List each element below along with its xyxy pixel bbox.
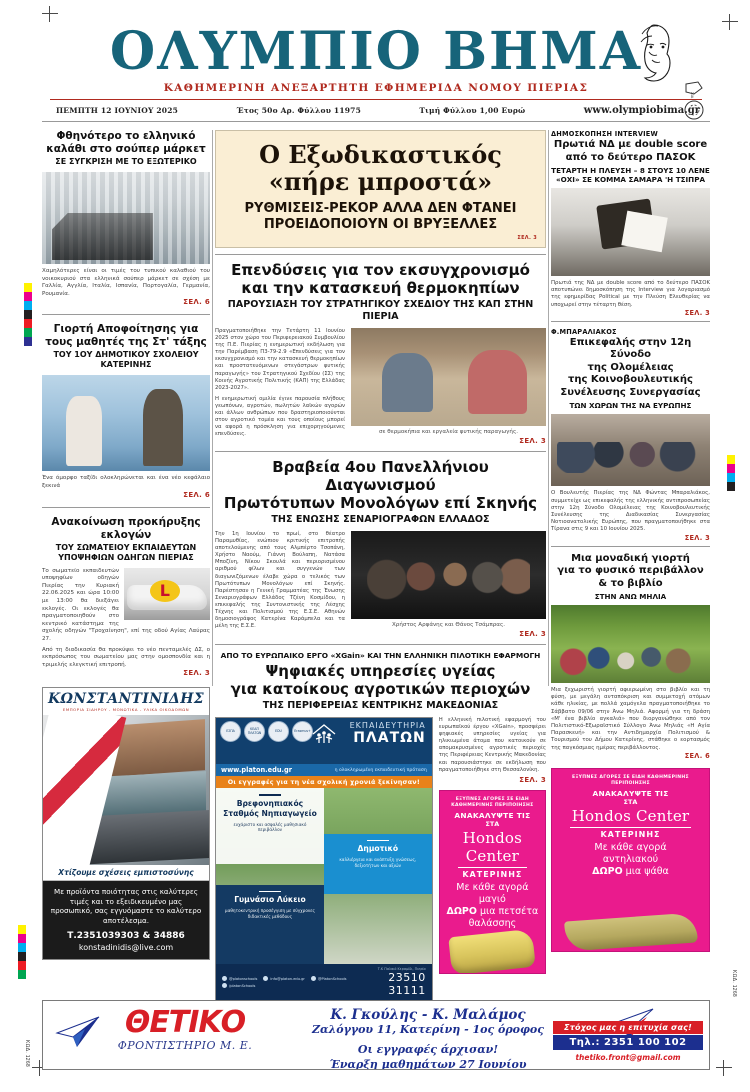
ad-brand-tagline: ΕΜΠΟΡΙΑ ΣΙΔΗΡΟΥ - ΜΟΝΩΤΙΚΑ - ΥΛΙΚΑ ΟΙΚΟΔΟΜΩΝ	[62, 707, 190, 713]
story-body-continued: Από τη διαδικασία θα προκύψει το νέο πενταμελές ΔΣ, ο εκπρόσωπος του σωματείου μας στην ομοσπονδία και η τριμελής ελεγκτική επιτροπή.	[42, 646, 210, 668]
story-divider	[42, 507, 210, 508]
ad-address: Ζαλόγγου 11, Κατερίνη - 1ος όροφος	[312, 1023, 544, 1036]
ad-email[interactable]: thetiko.front@gmail.com	[575, 1053, 681, 1062]
ad-line-3: ΣΤΑ	[485, 819, 500, 828]
story-headline-line4: Συνέλευσης Συνεργασίας	[560, 386, 701, 398]
ad-start-line: Έναρξη μαθημάτων 27 Ιουνίου	[329, 1058, 527, 1070]
social-instagram[interactable]: @platonschools	[222, 976, 257, 981]
story-headline-line3: της Κοινοβουλευτικής	[568, 374, 693, 386]
ad-title-main: ΠΛΑΤΩΝ	[353, 730, 426, 746]
zeus-head-icon	[632, 22, 676, 84]
ad-city: ΚΑΤΕΡΙΝΗΣ	[600, 829, 661, 839]
story-kicker: ΤΩΝ ΧΩΡΩΝ ΤΗΣ ΝΑ ΕΥΡΩΠΗΣ	[569, 401, 692, 411]
story-body: Ο Βουλευτής Πιερίας της ΝΔ Φώντας Μπαραλιάκος, συμμετείχε ως επικεφαλής της ελληνικής αντιπροσωπείας στην 12η Σύνοδο Ολομέλειας της Κοινοβουλευτικής Συνέλευσης της Διαδικασίας Συνεργασίας Νοτιοανατολικής Ευρώπης, που πραγματοποιήθηκε στα Τίρανα στις 9 και 10 Ιουνίου 2025.	[551, 490, 710, 533]
masthead-rule-bottom	[42, 121, 710, 122]
story-headline-line1: Πρωτιά ΝΔ με double score	[553, 139, 708, 150]
program-title: Γυμνάσιο Λύκειο	[234, 895, 306, 905]
story-headline-line1: Μια μοναδική γιορτή	[571, 552, 690, 564]
story-eyebrow: Φ.ΜΠΑΡΑΛΙΑΚΟΣ	[551, 327, 617, 336]
story-kicker: ΤΟΥ ΣΩΜΑΤΕΙΟΥ ΕΚΠΑΙΔΕΥΤΩΝ ΥΠΟΨΗΦΙΩΝ ΟΔΗΓΩΝ ΠΙΕΡΙΑΣ	[55, 542, 197, 562]
press-association-stamps	[682, 80, 708, 124]
cmyk-color-bar-left-top	[24, 283, 32, 346]
page-reference[interactable]: ΣΕΛ. 3	[519, 775, 546, 784]
story-eyebrow: ΔΗΜΟΣΚΟΠΗΣΗ INTERVIEW	[551, 130, 658, 138]
story-kicker: ΣΕ ΣΥΓΚΡΙΣΗ ΜΕ ΤΟ ΕΞΩΤΕΡΙΚΟ	[55, 157, 197, 166]
ad-enrollment-line: Οι εγγραφές άρχισαν!	[357, 1043, 499, 1056]
ad-offer	[556, 842, 705, 878]
ad-city: ΚΑΤΕΡΙΝΗΣ	[462, 869, 523, 879]
story-nature-book-festival[interactable]	[551, 553, 710, 760]
program-title: Δημοτικό	[357, 844, 399, 854]
masthead-info-bar	[42, 100, 710, 116]
ad-program-primary[interactable]	[324, 834, 432, 894]
offer-line-1: Με κάθε αγορά	[594, 841, 667, 853]
story-driving-school-elections[interactable]	[42, 516, 210, 678]
ad-offer	[444, 882, 541, 930]
ad-line-1: ΕΞΥΠΝΕΣ ΑΓΟΡΕΣ ΣΕ ΕΙΔΗ ΚΑΘΗΜΕΡΙΝΗΣ ΠΕΡΙΠΟΙΗΣΗΣ	[572, 774, 689, 786]
center-divider-1	[215, 254, 546, 255]
story-body-2: Η ενημερωτική ομιλία έγινε παρουσία πλήθους γεωπόνων, αγροτών, πωλητών λαϊκών αγορών και άλλων ανθρώπων που δραστηριοποιούνται στον αγροτικό τομέα και τους οποίους μπορεί να αφορά η πρόσκληση για επιχορηγούμενες επενδύσεις.	[215, 395, 345, 438]
page-reference[interactable]: ΣΕΛ. 6	[183, 490, 210, 499]
graduation-ceremony-photo	[42, 375, 210, 471]
forest-book-festival-photo	[551, 605, 710, 683]
ad-brand-name: ΚΩΝΣΤΑΝΤΙΝΙΔΗΣ	[48, 691, 204, 708]
story-headline-line1: Ψηφιακές υπηρεσίες υγείας	[265, 662, 496, 680]
center-divider-2	[215, 451, 546, 452]
svg-text:ΣΙΑ: ΣΙΑ	[690, 92, 695, 99]
story-baraliakos-summit[interactable]	[551, 328, 710, 542]
ad-program-secondary[interactable]	[216, 885, 324, 964]
ad-email[interactable]: konstadinidis@live.com	[78, 942, 174, 952]
story-headline: Φθηνότερο το ελληνικό καλάθι στο σούπερ μάρκετ	[46, 130, 206, 155]
ad-phone[interactable]: Τηλ.: 2351 100 102	[553, 1035, 703, 1050]
content-columns	[42, 130, 710, 997]
page-reference[interactable]: ΣΕΛ. 3	[684, 308, 710, 317]
cmyk-color-bar-left-bottom	[18, 925, 26, 979]
ad-title-block	[350, 721, 426, 746]
story-headline-line2: από το δεύτερο ΠΑΣΟΚ	[565, 151, 696, 163]
page-reference[interactable]: ΣΕΛ. 3	[183, 669, 210, 678]
story-kicker-line2: «ΟΧΙ» ΣΕ ΚΟΜΜΑ ΣΑΜΑΡΑ 'Η ΤΣΙΠΡΑ	[555, 175, 706, 184]
ad-header	[216, 718, 432, 764]
page-reference[interactable]: ΣΕΛ. 3	[517, 235, 537, 241]
logo-espa-icon: ΕΣΠΑ	[220, 721, 241, 742]
offer-item: μια ψάθα	[625, 865, 669, 877]
logo-erasmus-icon: Erasmus+	[292, 721, 313, 742]
lead-subhead-line1: ΡΥΘΜΙΣΕΙΣ-ΡΕΚΟΡ ΑΛΛΑ ΔΕΝ ΦΤΑΝΕΙ	[244, 201, 517, 216]
lead-subhead-line2: ΠΡΟΕΙΔΟΠΟΙΟΥΝ ΟΙ ΒΡΥΞΕΛΛΕΣ	[263, 217, 498, 232]
column-divider-left	[212, 130, 213, 686]
cap-presentation-panel-photo	[351, 328, 546, 426]
story-headline-line1: Βραβεία 4ου Πανελλήνιου Διαγωνισμού	[272, 458, 489, 494]
social-youtube[interactable]: /platonSchools	[222, 983, 255, 988]
story-eyebrow: ΑΠΟ ΤΟ ΕΥΡΩΠΑΙΚΟ ΕΡΓΟ «XGain» ΚΑΙ ΤΗΝ ΕΛΛΗΝΙΚΗ ΠΙΛΟΤΙΚΗ ΕΦΑΡΜΟΓΗ	[220, 651, 541, 660]
page-reference[interactable]: ΣΕΛ. 3	[519, 437, 546, 445]
story-headline-line1: Επενδύσεις για τον εκσυγχρονισμό	[231, 261, 530, 279]
offer-gift-label: ΔΩΡΟ	[446, 905, 477, 917]
logo-edu-icon: EDU	[268, 721, 289, 742]
center-column	[215, 130, 546, 1001]
program-subtitle: ευχάριστο και ασφαλές μαθησιακό περιβάλλον	[233, 821, 307, 833]
ad-contact-block	[553, 1021, 703, 1062]
center-divider-3	[215, 644, 546, 645]
page-reference[interactable]: ΣΕΛ. 3	[519, 630, 546, 638]
left-column	[42, 130, 210, 960]
ad-contact	[347, 967, 425, 997]
story-supermarket-basket[interactable]	[42, 130, 210, 306]
page-reference[interactable]: ΣΕΛ. 6	[183, 298, 210, 307]
lead-headline-line2: «πήρε μπροστά»	[268, 167, 493, 196]
crop-mark-bottom-right	[716, 1060, 732, 1076]
ad-owners: Κ. Γκούλης - Κ. Μαλάμος	[330, 1007, 526, 1023]
program-subtitle: μαθητοκεντρική προσέγγιση με σύγχρονες διδακτικές μεθόδους	[224, 908, 315, 919]
brand-rule	[458, 867, 527, 868]
story-body: Χαμηλότερες είναι οι τιμές του τυπικού καλαθιού του νοικοκυριού στα ελληνικά σούπερ μάρκετ σε σχέση με Γαλλία, Αγγλία, Ιταλία, Ισπανία, Πορτογαλία, Γερμανία, Ρουμανία.	[42, 268, 210, 297]
story-body-1: Πραγματοποιήθηκε την Τετάρτη 11 Ιουνίου 2025 στον χώρο του Περιφερειακού Συμβουλίου της Π.Ε. Πιερίας η ενημερωτική εκδήλωση για την Παρέμβαση Π3-79-2.9 «Επενδύσεις για τον εκσυγχρονισμό και την κατασκευή θερμοκηπίων και προστατευόμενων στεγάστρων φυτικής παραγωγής» του Στρατηγικού Σχεδίου (ΣΣ) της Κοινής Αγροτικής Πολιτικής (ΚΑΠ) της Ελλάδας 2023-2027».	[215, 328, 345, 391]
ad-image-collage	[43, 715, 209, 865]
story-headline: Ανακοίνωση προκήρυξης εκλογών	[51, 515, 201, 541]
story-headline-line2: για κατοίκους αγροτικών περιοχών	[230, 680, 531, 698]
offer-line-2: αντηλιακού	[602, 853, 659, 865]
theatre-audience-photo	[351, 531, 546, 619]
ad-enrollment-banner: Οι εγγραφές για τη νέα σχολική χρονιά ξεκίνησαν!	[216, 776, 432, 788]
story-body: Πρωτιά της ΝΔ με double score από το δεύτερο ΠΑΣΟΚ αποτυπώνει δημοσκόπηση της Interview για λογαριασμό της εφημερίδας Political με την Πλεύση Ελευθερίας να υποχωρεί στην τέταρτη θέση.	[551, 280, 710, 308]
ad-phone[interactable]: 23510 31111	[388, 971, 426, 997]
story-body: Την 1η Ιουνίου το πρωί, στο θέατρο Παραμυθίας, ενώπιον κριτικής επιτροπής αποτελούμενης από τους Αλμπέρτο Τσοπάνη, Χρήστο Ναούμ, Γιάννη Βούλαπη, Νατάσα Μποζίνη, Νίκου Σκουλά και περιορισμένου αριθμού φίλων και συγγενών των διαγωνιζόμενων έλαβε χώρα ο τελικός των Πρωτότυπων Μονολόγων επί Σκηνής. Παρέστησαν η Γενική Γραμματέας της Ένωσης Σεναριογράφων Ελλάδος Τζένη Κοσμίδου, η επικεφαλής της Συντονιστικής της Λέσχης Τέχνης και Πολιτισμού της Ε.Σ.Ε. Αθηνών δημοσιογράφος Κατερίνα Καράμπελα και τα μέλη της Ε.Σ.Ε.	[215, 531, 345, 630]
story-monologue-awards[interactable]	[215, 458, 546, 638]
publication-date: ΠΕΜΠΤΗ 12 ΙΟΥΝΙΟΥ 2025	[56, 106, 179, 115]
story-body: Ένα όμορφο ταξίδι ολοκληρώνεται και ένα νέο κεφάλαιο ξεκινά	[42, 475, 210, 489]
ad-body-text: Με προϊόντα ποιότητας στις καλύτερες τιμές και το εξειδικευμένο μας προσωπικό, σας εγγυόμαστε το καλύτερο αποτέλεσμα.	[50, 887, 202, 925]
page-reference[interactable]: ΣΕΛ. 3	[684, 533, 710, 542]
story-kicker: ΠΑΡΟΥΣΙΑΣΗ ΤΟΥ ΣΤΡΑΤΗΓΙΚΟΥ ΣΧΕΔΙΟΥ ΤΗΣ ΚΑΠ ΣΤΗΝ ΠΙΕΡΙΑ	[227, 299, 534, 322]
social-email[interactable]: info@platon.edu.gr	[263, 976, 305, 981]
program-subtitle: καλλιέργεια και ανάπτυξη γνώσεως, δεξιοτήτων και αξιών	[339, 857, 417, 868]
story-kicker: ΣΤΗΝ ΑΝΩ ΜΗΛΙΑ	[594, 592, 667, 602]
driving-school-car-photo	[124, 568, 210, 620]
story-graduation[interactable]	[42, 323, 210, 498]
story-digital-health-services[interactable]	[215, 650, 546, 712]
ad-brand-name: Hondos Center	[571, 806, 690, 825]
ad-motto: Στόχος μας η επιτυχία σας!	[553, 1021, 703, 1034]
parliament-session-photo	[551, 414, 710, 486]
story-kicker: ΤΟΥ 1ΟΥ ΔΗΜΟΤΙΚΟΥ ΣΧΟΛΕΙΟΥ ΚΑΤΕΡΙΝΗΣ	[53, 350, 199, 370]
brand-rule	[570, 827, 691, 828]
right-column	[551, 130, 710, 952]
beach-towel-icon	[449, 928, 537, 973]
ad-konstantinidis[interactable]	[42, 687, 210, 960]
ad-thetiko-tutoring[interactable]	[42, 1000, 710, 1070]
ad-website[interactable]: www.platon.edu.gr	[221, 766, 293, 774]
story-poll-nd-pasok[interactable]	[551, 130, 710, 317]
story-headline-line2: για το φυσικό περιβάλλον	[557, 565, 704, 577]
ad-hondos-right[interactable]	[551, 768, 710, 952]
issue-number: Έτος 50ο Αρ. Φύλλου 11975	[236, 106, 362, 115]
offer-line-1: Με κάθε αγορά	[456, 881, 529, 893]
story-greenhouse-investments[interactable]	[215, 261, 546, 445]
photo-caption: σε θερμοκήπια και εργαλεία φυτικής παραγωγής.	[378, 429, 519, 435]
cmyk-color-bar-right	[727, 455, 735, 491]
program-title: Βρεφονηπιακός Σταθμός Νηπιαγωγείο	[223, 798, 317, 818]
ad-details-block	[293, 1007, 563, 1070]
ad-brand-name: Hondos Center	[462, 828, 523, 865]
ballot-box-voting-photo	[551, 188, 710, 276]
ad-line-3: ΣΤΑ	[623, 797, 638, 806]
offer-line-2: μαγιό	[478, 893, 506, 905]
story-divider	[42, 314, 210, 315]
offer-item: μια πετσέτα θαλάσσης	[468, 905, 539, 929]
ad-logo-block	[85, 1007, 285, 1052]
side-code-right: ΚΩΔ. 1268	[731, 970, 737, 998]
story-headline-line2: Πρωτότυπων Μονολόγων επί Σκηνής	[223, 494, 538, 512]
ad-footer	[216, 964, 432, 1000]
ad-phone[interactable]: Τ.2351039303 & 34886	[67, 930, 185, 941]
lead-headline-line1: Ο Εξωδικαστικός	[259, 140, 502, 169]
crop-mark-top-right	[722, 14, 738, 30]
story-kicker: ΤΗΣ ΠΕΡΙΦΕΡΕΙΑΣ ΚΕΝΤΡΙΚΗΣ ΜΑΚΕΔΟΝΙΑΣ	[262, 700, 499, 711]
story-headline: Γιορτή Αποφοίτησης για τους μαθητές της Στ' τάξης	[45, 323, 207, 349]
ad-brand-sub: ΦΡΟΝΤΙΣΤΗΡΙΟ Μ. Ε.	[117, 1039, 253, 1052]
story-body: Μια ξεχωριστή γιορτή αφιερωμένη στο βιβλίο και τη φύση, με μεγάλη ανταπόκριση και συμμετοχή ατόμων κάθε ηλικίας, με πολλά χαμόγελα πραγματοποιήθηκε το Σάββατο 09/06 στην Άνω Μηλιά. Αφορμή για τη δράση «Μ' ένα βιβλίο αγκαλιά» που διοργανώθηκε από τον Πολιτιστικό-Εξωραϊστικό Σύλλογο Άνω Μηλιάς «Η Αγία Παρασκευή» και την Αντιδημαρχία Πολιτισμού & Τουρισμού του Δήμου Κατερίνης, στάθηκε ο εορτασμός της παγκόσμιας ημέρας περιβάλλοντος.	[551, 687, 710, 751]
lead-story-box[interactable]	[215, 130, 546, 248]
beach-mat-icon	[564, 912, 698, 951]
ad-brand-name: ΘΕΤΙΚΟ	[124, 1005, 246, 1040]
school-figures-icon	[311, 722, 337, 748]
story-headline-line3: & το βιβλίο	[598, 577, 663, 589]
ad-line-2: ΑΝΑΚΑΛΥΨΤΕ ΤΙΣ	[592, 788, 669, 798]
ad-platon-schools[interactable]	[215, 717, 433, 1001]
ad-program-preschool[interactable]	[216, 788, 324, 864]
story-divider	[551, 321, 710, 322]
offer-gift-label: ΔΩΡΟ	[592, 865, 623, 877]
ad-slogan: Χτίζουμε σχέσεις εμπιστοσύνης	[43, 865, 209, 881]
social-facebook[interactable]: @PlatonSchools	[311, 976, 347, 981]
ad-title-top: ΕΚΠΑΙΔΕΥΤΗΡΙΑ	[349, 721, 426, 730]
ad-line-2: ΑΝΑΚΑΛΥΨΤΕ ΤΙΣ	[454, 810, 531, 820]
xgain-body-text: Η ελληνική πιλοτική εφαρμογή του ευρωπαϊκού έργου «XGain», προσφέρει ψηφιακές υπηρεσίες υγείας για ηλικιωμένα άτομα που κατοικούν σε απομακρυσμένες αγροτικές περιοχές της Περιφέρειας Κεντρικής Μακεδονίας και παρουσιάστηκε σε εκδήλωση που πραγματοποιήθηκε στη Θεσσαλονίκη.	[438, 717, 546, 773]
story-kicker-line1: ΤΕΤΑΡΤΗ Η ΠΛΕΥΣΗ – 8 ΣΤΟΥΣ 10 ΛΕΝΕ	[551, 166, 710, 175]
ad-hondos-center[interactable]	[439, 790, 546, 974]
ad-url-row	[216, 764, 432, 776]
logo-platon-icon: ΚΕΔΠ ΠΛΑΤΩΝ	[244, 721, 265, 742]
side-code-left: ΚΩΔ. 1268	[24, 1040, 30, 1068]
photo-caption: Χρήστος Αρφάνης και Θάνος Τσάμπρας.	[391, 622, 506, 628]
supermarket-shelves-photo	[42, 172, 210, 264]
newspaper-title: ΟΛΥΜΠΙΟ ΒΗΜΑ	[109, 21, 643, 82]
price: Τιμή Φύλλου 1,00 Ευρώ	[419, 106, 526, 115]
ad-program-grid	[216, 788, 432, 964]
ad-contact-block	[43, 881, 209, 959]
story-body: Το σωματείο εκπαιδευτών υποψηφίων οδηγών Πιερίας την Κυριακή 22.06.2025 και ώρα 10:00 με 13:00 θα διεξάγει εκλογές. Οι εκλογές θα πραγματοποιηθούν στο κεντρικό κατάστημα της σχολής οδηγών "Τροχαίνηση", επί της οδού Αγίας Λαύρας 27.	[42, 567, 210, 642]
ad-social-links	[222, 976, 347, 988]
ad-tagline: η ολοκληρωμένη εκπαιδευτική πρόταση	[334, 767, 427, 773]
story-kicker: ΤΗΣ ΕΝΩΣΗΣ ΣΕΝΑΡΙΟΓΡΑΦΩΝ ΕΛΛΑΔΟΣ	[271, 514, 490, 525]
story-divider	[551, 546, 710, 547]
page-reference[interactable]: ΣΕΛ. 6	[684, 751, 710, 760]
column-divider-right	[548, 130, 549, 686]
story-headline-line1: Επικεφαλής στην 12η Σύνοδο	[569, 336, 692, 361]
story-headline-line2: της Ολομέλειας	[587, 361, 674, 373]
website-url[interactable]: www.olympiobima.gr	[583, 105, 700, 116]
ad-line-1: ΕΞΥΠΝΕΣ ΑΓΟΡΕΣ ΣΕ ΕΙΔΗ ΚΑΘΗΜΕΡΙΝΗΣ ΠΕΡΙΠΟΙΗΣΗΣ	[451, 796, 534, 808]
masthead-subtitle: ΚΑΘΗΜΕΡΙΝΗ ΑΝΕΞΑΡΤΗΤΗ ΕΦΗΜΕΡΙΔΑ ΝΟΜΟΥ ΠΙΕΡΙΑΣ	[163, 82, 589, 94]
masthead	[42, 20, 710, 126]
ad-address: Τ.Κ Παλαιό Κεραμίδι, Πιερία	[377, 967, 426, 971]
story-headline-line2: και την κατασκευή θερμοκηπίων	[241, 279, 520, 297]
